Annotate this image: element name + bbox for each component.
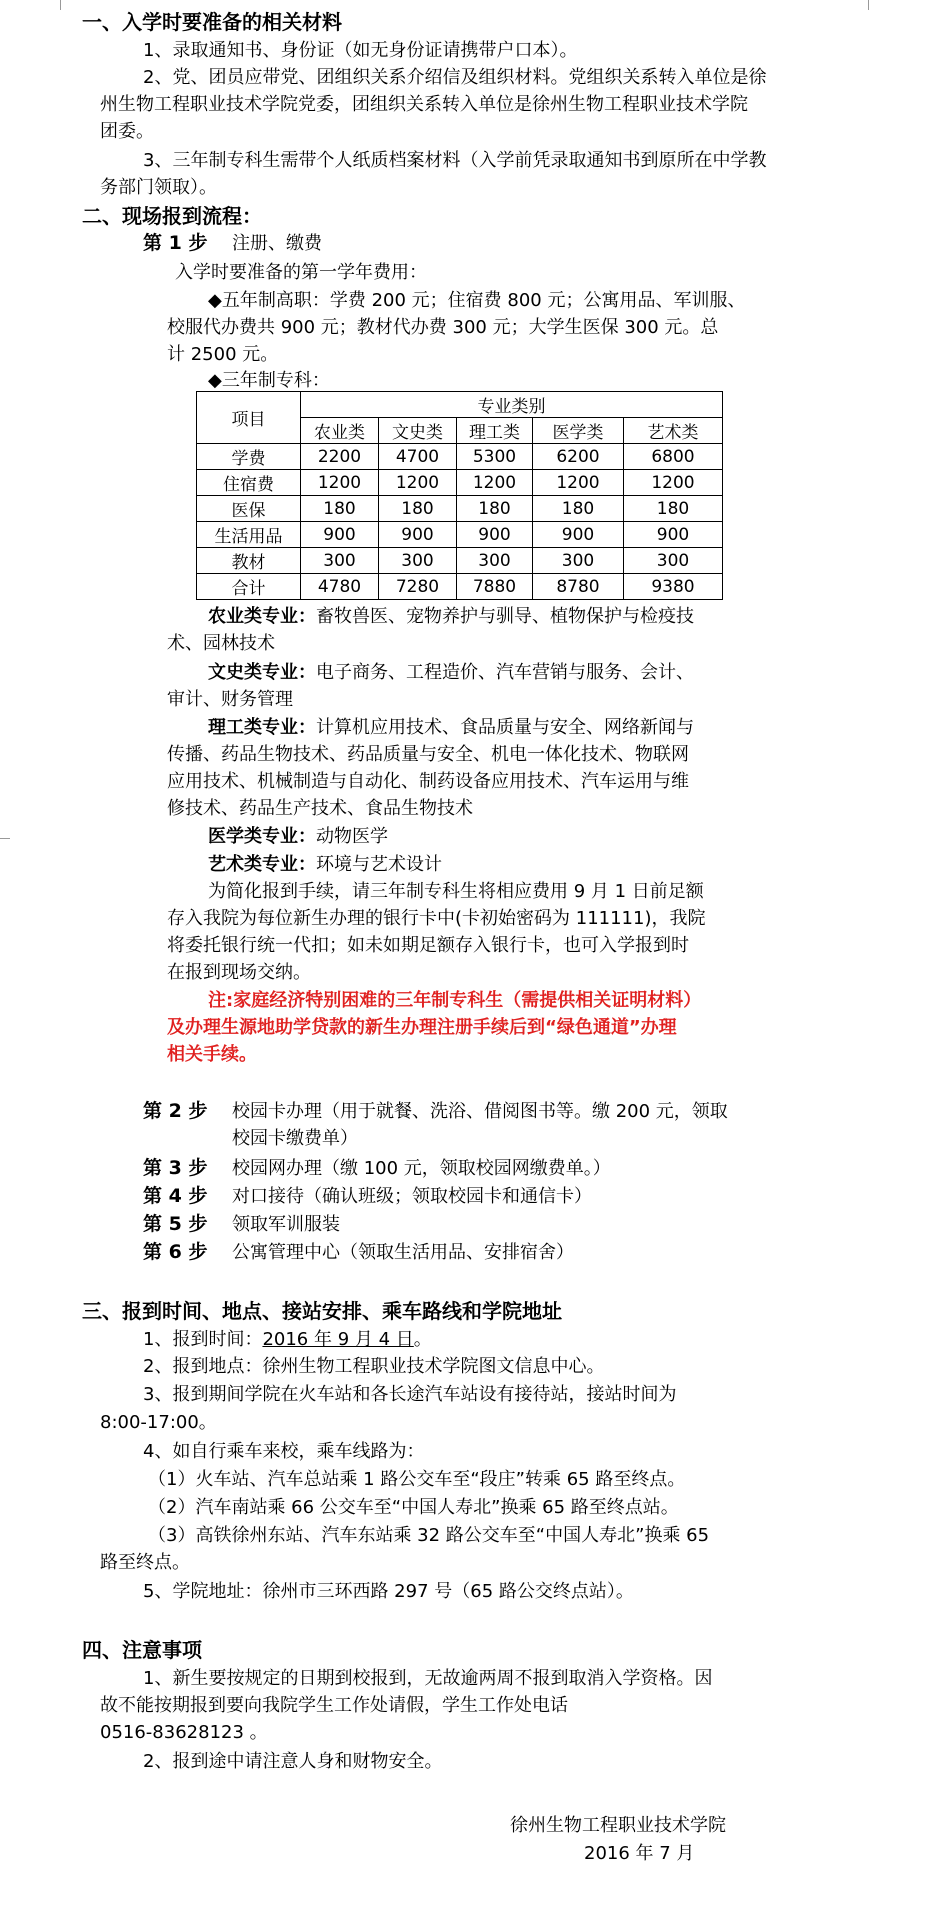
group-header: 专业类别: [301, 392, 723, 418]
section3-title: 三、报到时间、地点、接站安排、乘车路线和学院地址: [82, 1299, 562, 1323]
cell: 300: [457, 548, 533, 574]
step6-label: 第 6 步: [143, 1241, 208, 1263]
cell: 300: [533, 548, 624, 574]
step1-text: 注册、缴费: [232, 233, 322, 254]
table-row: [197, 444, 723, 470]
cell: 4700: [379, 444, 457, 470]
table-row: [197, 496, 723, 522]
sec4-line-1: 1、新生要按规定的日期到校报到，无故逾两周不报到取消入学资格。因: [143, 1668, 713, 1689]
col-header: 医学类: [533, 418, 624, 444]
cell: 6200: [533, 444, 624, 470]
table-row: [197, 522, 723, 548]
cell: 1200: [457, 470, 533, 496]
art-majors-line: [208, 850, 442, 876]
agri-text: 畜牧兽医、宠物养护与驯导、植物保护与检疫技: [316, 606, 694, 627]
three-year-label: ◆三年制专科：: [208, 370, 330, 391]
step2-label: 第 2 步: [143, 1100, 208, 1122]
cell: 1200: [533, 470, 624, 496]
sci-majors-line: [208, 713, 694, 739]
agri-majors-cont: 术、园林技术: [167, 633, 275, 654]
cell: 180: [533, 496, 624, 522]
cell: 300: [624, 548, 723, 574]
lit-majors-cont: 审计、财务管理: [167, 689, 293, 710]
bus-route-3-cont: 路至终点。: [100, 1552, 190, 1573]
row-name: 教材: [197, 548, 301, 574]
cell: 180: [624, 496, 723, 522]
art-text: 环境与艺术设计: [316, 854, 442, 875]
step5-text: 领取军训服装: [232, 1214, 340, 1235]
med-label: 医学类专业：: [208, 826, 316, 847]
cell: 7880: [457, 574, 533, 600]
arrival-date: 2016 年 9 月 4 日: [262, 1329, 414, 1350]
cell: 300: [379, 548, 457, 574]
step5-label: 第 5 步: [143, 1213, 208, 1235]
sec1-item-2-cont2: 团委。: [100, 121, 154, 142]
step1-label: 第 1 步: [143, 232, 208, 254]
cell: 180: [379, 496, 457, 522]
col-header: 文史类: [379, 418, 457, 444]
cell: 2200: [301, 444, 379, 470]
cell: 8780: [533, 574, 624, 600]
arrival-time-prefix: 1、报到时间：: [143, 1329, 263, 1350]
cell: 900: [379, 522, 457, 548]
lit-text: 电子商务、工程造价、汽车营销与服务、会计、: [316, 662, 694, 683]
table-row: [197, 470, 723, 496]
sec1-item-2-cont: 州生物工程职业技术学院党委，团组织关系转入单位是徐州生物工程职业技术学院: [100, 94, 748, 115]
lit-label: 文史类专业：: [208, 662, 316, 683]
cell: 1200: [301, 470, 379, 496]
sec1-item-1: 1、录取通知书、身份证（如无身份证请携带户口本）。: [143, 40, 578, 61]
art-label: 艺术类专业：: [208, 854, 316, 875]
fee-table: [196, 391, 723, 600]
row-name: 合计: [197, 574, 301, 600]
sec4-line-4: 2、报到途中请注意人身和财物安全。: [143, 1751, 443, 1772]
cell: 180: [457, 496, 533, 522]
corner-mark-top-left: [60, 0, 61, 10]
section2-title: 二、现场报到流程：: [82, 204, 262, 228]
sec3-line-3: 8:00-17:00。: [100, 1412, 217, 1433]
sec1-item-3-cont: 务部门领取）。: [100, 177, 217, 198]
sci-majors-cont-1: 传播、药品生物技术、药品质量与安全、机电一体化技术、物联网: [167, 744, 689, 765]
step4-label: 第 4 步: [143, 1185, 208, 1207]
row-name: 学费: [197, 444, 301, 470]
cell: 5300: [457, 444, 533, 470]
step3-text: 校园网办理（缴 100 元，领取校园网缴费单。）: [232, 1158, 611, 1179]
sec4-line-3: 0516-83628123 。: [100, 1722, 268, 1743]
item-header: 项目: [197, 392, 301, 444]
med-text: 动物医学: [316, 826, 388, 847]
row-name: 医保: [197, 496, 301, 522]
issue-date: 2016 年 7 月: [584, 1843, 695, 1864]
sci-text: 计算机应用技术、食品质量与安全、网络新闻与: [316, 717, 694, 738]
lit-majors-line: [208, 658, 694, 684]
cell: 1200: [379, 470, 457, 496]
five-year-line-3: 计 2500 元。: [167, 344, 279, 365]
margin-mark-left: [0, 838, 10, 839]
cell: 300: [301, 548, 379, 574]
fee-intro: 入学时要准备的第一学年费用：: [175, 262, 427, 283]
cell: 9380: [624, 574, 723, 600]
green-channel-note-1: 注:家庭经济特别困难的三年制专科生（需提供相关证明材料）: [208, 990, 702, 1011]
cell: 900: [457, 522, 533, 548]
table-row: [197, 574, 723, 600]
payment-line-4: 在报到现场交纳。: [167, 962, 311, 983]
cell: 900: [301, 522, 379, 548]
step6-text: 公寓管理中心（领取生活用品、安排宿舍）: [232, 1242, 574, 1263]
five-year-line-2: 校服代办费共 900 元；教材代办费 300 元；大学生医保 300 元。总: [167, 317, 719, 338]
arrival-time-line: [143, 1325, 432, 1351]
col-header: 农业类: [301, 418, 379, 444]
step4-text: 对口接待（确认班级；领取校园卡和通信卡）: [232, 1186, 592, 1207]
section4-title: 四、注意事项: [82, 1638, 202, 1662]
payment-line-1: 为简化报到手续，请三年制专科生将相应费用 9 月 1 日前足额: [208, 881, 704, 902]
sci-majors-cont-3: 修技术、药品生产技术、食品生物技术: [167, 798, 473, 819]
college-address: 5、学院地址：徐州市三环西路 297 号（65 路公交终点站）。: [143, 1581, 634, 1602]
sec1-item-2: 2、党、团员应带党、团组织关系介绍信及组织材料。党组织关系转入单位是徐: [143, 67, 767, 88]
sci-label: 理工类专业：: [208, 717, 316, 738]
cell: 900: [533, 522, 624, 548]
corner-mark-top-right: [868, 0, 869, 10]
step3-label: 第 3 步: [143, 1157, 208, 1179]
sec3-line-4: 4、如自行乘车来校，乘车线路为：: [143, 1441, 425, 1462]
step2-text: 校园卡办理（用于就餐、洗浴、借阅图书等。缴 200 元，领取: [232, 1101, 728, 1122]
five-year-line-1: ◆五年制高职：学费 200 元；住宿费 800 元；公寓用品、军训服、: [208, 290, 746, 311]
green-channel-note-2: 及办理生源地助学贷款的新生办理注册手续后到“绿色通道”办理: [167, 1017, 677, 1038]
bus-route-2: （2）汽车南站乘 66 公交车至“中国人寿北”换乘 65 路至终点站。: [148, 1497, 679, 1518]
sec3-line-2: 3、报到期间学院在火车站和各长途汽车站设有接待站，接站时间为: [143, 1384, 677, 1405]
payment-line-2: 存入我院为每位新生办理的银行卡中(卡初始密码为 111111)，我院: [167, 908, 706, 929]
cell: 7280: [379, 574, 457, 600]
cell: 6800: [624, 444, 723, 470]
cell: 900: [624, 522, 723, 548]
table-row: [197, 548, 723, 574]
sec1-item-3: 3、三年制专科生需带个人纸质档案材料（入学前凭录取通知书到原所在中学教: [143, 150, 767, 171]
green-channel-note-3: 相关手续。: [167, 1044, 257, 1065]
col-header: 理工类: [457, 418, 533, 444]
sec3-line-1: 2、报到地点：徐州生物工程职业技术学院图文信息中心。: [143, 1356, 605, 1377]
cell: 4780: [301, 574, 379, 600]
agri-majors-line: [208, 602, 694, 628]
sci-majors-cont-2: 应用技术、机械制造与自动化、制药设备应用技术、汽车运用与维: [167, 771, 689, 792]
step2-text-cont: 校园卡缴费单）: [232, 1128, 358, 1149]
bus-route-3: （3）高铁徐州东站、汽车东站乘 32 路公交车至“中国人寿北”换乘 65: [148, 1525, 710, 1546]
col-header: 艺术类: [624, 418, 723, 444]
arrival-time-suffix: 。: [413, 1329, 432, 1350]
med-majors-line: [208, 822, 388, 848]
row-name: 生活用品: [197, 522, 301, 548]
section1-title: 一、入学时要准备的相关材料: [82, 10, 342, 34]
payment-line-3: 将委托银行统一代扣；如未如期足额存入银行卡，也可入学报到时: [167, 935, 689, 956]
cell: 1200: [624, 470, 723, 496]
table-header-row: [197, 392, 723, 418]
agri-label: 农业类专业：: [208, 606, 316, 627]
bus-route-1: （1）火车站、汽车总站乘 1 路公交车至“段庄”转乘 65 路至终点。: [148, 1469, 686, 1490]
issuing-organization: 徐州生物工程职业技术学院: [510, 1815, 726, 1836]
cell: 180: [301, 496, 379, 522]
sec4-line-2: 故不能按期报到要向我院学生工作处请假，学生工作处电话: [100, 1695, 568, 1716]
row-name: 住宿费: [197, 470, 301, 496]
